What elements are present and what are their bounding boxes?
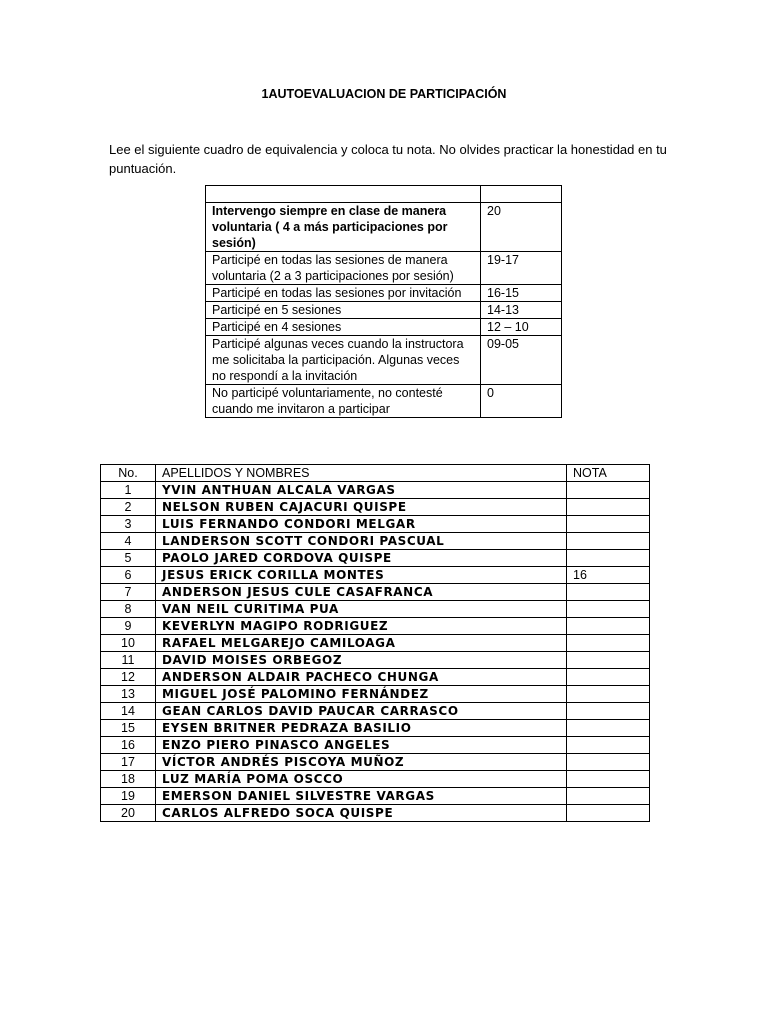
student-name-cell — [156, 788, 567, 805]
student-grade[interactable] — [567, 788, 650, 805]
equivalence-row — [206, 203, 562, 252]
student-name-cell — [156, 652, 567, 669]
equivalence-criterion: Participé en 5 sesiones — [206, 302, 481, 319]
student-number: 4 — [101, 533, 156, 550]
equivalence-score: 16-15 — [481, 285, 562, 302]
table-row — [101, 584, 650, 601]
equivalence-criterion: Participé algunas veces cuando la instructora me solicitaba la participación. Algunas veces no respondí a la invitación — [206, 336, 481, 385]
student-name: KEVERLYN MAGIPO RODRIGUEZ — [162, 619, 389, 633]
student-name-cell — [156, 771, 567, 788]
student-number: 2 — [101, 499, 156, 516]
student-name: ANDERSON JESUS CULE CASAFRANCA — [162, 585, 434, 599]
student-number: 6 — [101, 567, 156, 584]
student-name-cell — [156, 720, 567, 737]
student-number: 17 — [101, 754, 156, 771]
equivalence-criterion: Participé en todas las sesiones por invitación — [206, 285, 481, 302]
student-number: 1 — [101, 482, 156, 499]
student-name: EMERSON DANIEL SILVESTRE VARGAS — [162, 789, 435, 803]
table-row — [101, 703, 650, 720]
student-name: JESUS ERICK CORILLA MONTES — [162, 568, 385, 582]
equivalence-row — [206, 302, 562, 319]
student-grade[interactable] — [567, 533, 650, 550]
student-name: ANDERSON ALDAIR PACHECO CHUNGA — [162, 670, 439, 684]
equivalence-row — [206, 252, 562, 285]
student-name: YVIN ANTHUAN ALCALA VARGAS — [162, 483, 396, 497]
student-grade[interactable] — [567, 601, 650, 618]
equivalence-header-row — [206, 186, 562, 203]
student-name: LUZ MARÍA POMA OSCCO — [162, 772, 344, 786]
header-grade: NOTA — [567, 465, 650, 482]
student-name-cell — [156, 635, 567, 652]
student-name-cell — [156, 601, 567, 618]
equivalence-row — [206, 285, 562, 302]
student-grade[interactable] — [567, 652, 650, 669]
table-row — [101, 533, 650, 550]
student-name: RAFAEL MELGAREJO CAMILOAGA — [162, 636, 396, 650]
table-row — [101, 686, 650, 703]
equivalence-header-score — [481, 186, 562, 203]
student-number: 15 — [101, 720, 156, 737]
student-name-cell — [156, 618, 567, 635]
student-name-cell — [156, 567, 567, 584]
header-name: APELLIDOS Y NOMBRES — [156, 465, 567, 482]
student-number: 5 — [101, 550, 156, 567]
equivalence-score: 0 — [481, 385, 562, 418]
student-name-cell — [156, 669, 567, 686]
table-row — [101, 805, 650, 822]
student-name-cell — [156, 482, 567, 499]
student-name-cell — [156, 754, 567, 771]
equivalence-row — [206, 319, 562, 336]
equivalence-score: 12 – 10 — [481, 319, 562, 336]
table-row — [101, 635, 650, 652]
table-row — [101, 652, 650, 669]
equivalence-row — [206, 336, 562, 385]
equivalence-score: 09-05 — [481, 336, 562, 385]
student-number: 3 — [101, 516, 156, 533]
student-name: PAOLO JARED CORDOVA QUISPE — [162, 551, 392, 565]
table-row — [101, 499, 650, 516]
table-row — [101, 669, 650, 686]
student-name: GEAN CARLOS DAVID PAUCAR CARRASCO — [162, 704, 459, 718]
equivalence-header-criterion — [206, 186, 481, 203]
header-number: No. — [101, 465, 156, 482]
student-name: EYSEN BRITNER PEDRAZA BASILIO — [162, 721, 412, 735]
table-row — [101, 482, 650, 499]
student-name: DAVID MOISES ORBEGOZ — [162, 653, 343, 667]
student-name-cell — [156, 533, 567, 550]
student-name: NELSON RUBEN CAJACURI QUISPE — [162, 500, 407, 514]
student-grade[interactable] — [567, 686, 650, 703]
table-row — [101, 788, 650, 805]
equivalence-score: 19-17 — [481, 252, 562, 285]
equivalence-criterion: Participé en 4 sesiones — [206, 319, 481, 336]
student-name-cell — [156, 584, 567, 601]
student-grade[interactable] — [567, 805, 650, 822]
student-name: ENZO PIERO PINASCO ANGELES — [162, 738, 391, 752]
student-number: 16 — [101, 737, 156, 754]
student-grade[interactable] — [567, 720, 650, 737]
student-name: LANDERSON SCOTT CONDORI PASCUAL — [162, 534, 445, 548]
students-header-row — [101, 465, 650, 482]
student-number: 10 — [101, 635, 156, 652]
student-name: VAN NEIL CURITIMA PUA — [162, 602, 339, 616]
table-row — [101, 771, 650, 788]
student-name-cell — [156, 703, 567, 720]
equivalence-criterion: Participé en todas las sesiones de manera voluntaria (2 a 3 participaciones por sesión) — [206, 252, 481, 285]
student-grade[interactable]: 16 — [567, 567, 650, 584]
student-number: 8 — [101, 601, 156, 618]
student-name-cell — [156, 550, 567, 567]
student-name-cell — [156, 737, 567, 754]
student-number: 18 — [101, 771, 156, 788]
student-grade[interactable] — [567, 482, 650, 499]
equivalence-score: 20 — [481, 203, 562, 252]
student-grade[interactable] — [567, 618, 650, 635]
instructions-paragraph: Lee el siguiente cuadro de equivalencia y coloca tu nota. No olvides practicar la honestidad en tu puntuación. — [109, 142, 667, 176]
student-number: 19 — [101, 788, 156, 805]
students-table — [100, 464, 650, 822]
table-row — [101, 618, 650, 635]
student-grade[interactable] — [567, 499, 650, 516]
student-grade[interactable] — [567, 737, 650, 754]
student-number: 11 — [101, 652, 156, 669]
student-name: LUIS FERNANDO CONDORI MELGAR — [162, 517, 416, 531]
student-grade[interactable] — [567, 550, 650, 567]
table-row — [101, 720, 650, 737]
equivalence-criterion: No participé voluntariamente, no contesté cuando me invitaron a participar — [206, 385, 481, 418]
student-grade[interactable] — [567, 669, 650, 686]
student-name-cell — [156, 516, 567, 533]
equivalence-criterion: Intervengo siempre en clase de manera voluntaria ( 4 a más participaciones por sesión) — [206, 203, 481, 252]
student-number: 20 — [101, 805, 156, 822]
student-number: 13 — [101, 686, 156, 703]
table-row — [101, 567, 650, 584]
student-grade[interactable] — [567, 771, 650, 788]
student-number: 9 — [101, 618, 156, 635]
student-number: 7 — [101, 584, 156, 601]
student-name: MIGUEL JOSÉ PALOMINO FERNÁNDEZ — [162, 687, 429, 701]
student-number: 12 — [101, 669, 156, 686]
table-row — [101, 516, 650, 533]
student-name-cell — [156, 805, 567, 822]
student-grade[interactable] — [567, 635, 650, 652]
equivalence-score: 14-13 — [481, 302, 562, 319]
student-grade[interactable] — [567, 584, 650, 601]
student-grade[interactable] — [567, 703, 650, 720]
table-row — [101, 737, 650, 754]
student-name-cell — [156, 499, 567, 516]
table-row — [101, 550, 650, 567]
document-title: 1AUTOEVALUACION DE PARTICIPACIÓN — [261, 87, 507, 101]
student-name-cell — [156, 686, 567, 703]
student-number: 14 — [101, 703, 156, 720]
table-row — [101, 754, 650, 771]
student-grade[interactable] — [567, 754, 650, 771]
equivalence-table — [205, 185, 562, 418]
student-grade[interactable] — [567, 516, 650, 533]
equivalence-row — [206, 385, 562, 418]
table-row — [101, 601, 650, 618]
student-name: VÍCTOR ANDRÉS PISCOYA MUÑOZ — [162, 755, 405, 769]
student-name: CARLOS ALFREDO SOCA QUISPE — [162, 806, 394, 820]
